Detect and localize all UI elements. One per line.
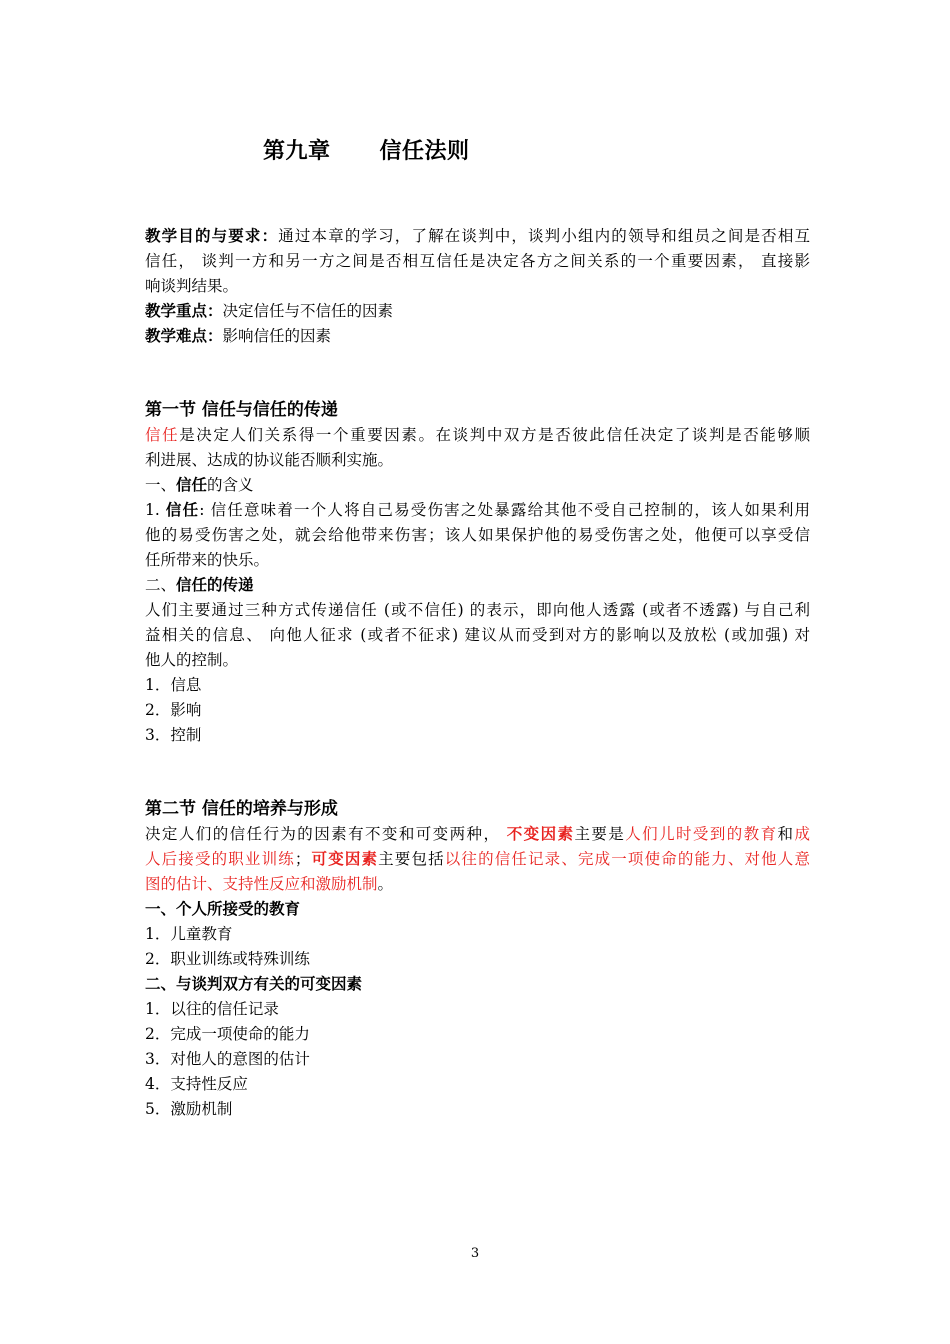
objectives-line-3: 响谈判结果。 — [145, 277, 239, 295]
section-1-paragraph-line-1: 信任是决定人们关系得一个重要因素。在谈判中双方是否彼此信任决定了谈判是否能够顺 — [145, 426, 810, 444]
section-2-paragraph-line-3: 图的估计、支持性反应和激励机制。 — [145, 875, 394, 893]
objectives-label: 教学目的与要求： — [145, 227, 279, 245]
list-item: 2．影响 — [145, 701, 202, 719]
page-content — [145, 224, 810, 1122]
fixed-factors-keyword: 不变因素 — [506, 825, 575, 843]
section-2-paragraph-line-2: 人后接受的职业训练；可变因素主要包括以往的信任记录、完成一项使命的能力、对他人意 — [145, 850, 810, 868]
teaching-difficulty — [145, 324, 810, 349]
subheading-trust-transfer: 二、信任的传递 — [145, 576, 254, 594]
difficulty-text: 影响信任的因素 — [222, 327, 332, 345]
focus-text: 决定信任与不信任的因素 — [222, 302, 394, 320]
subheading-personal-education: 一、个人所接受的教育 — [145, 900, 301, 918]
list-item: 4．支持性反应 — [145, 1075, 248, 1093]
trust-definition-line-3: 任所带来的快乐。 — [145, 551, 270, 569]
list-item: 3．控制 — [145, 726, 202, 744]
list-item: 2．完成一项使命的能力 — [145, 1025, 310, 1043]
trust-keyword: 信任 — [145, 426, 180, 444]
section-1-title: 第一节 信任与信任的传递 — [145, 400, 338, 420]
objectives-line-1: 教学目的与要求：通过本章的学习，了解在谈判中，谈判小组内的领导和组员之间是否相互 — [145, 227, 810, 245]
list-item: 3．对他人的意图的估计 — [145, 1050, 310, 1068]
list-item: 1．儿童教育 — [145, 925, 233, 943]
subheading-trust-meaning: 一、信任的含义 — [145, 476, 254, 494]
difficulty-label: 教学难点： — [145, 327, 223, 345]
focus-label: 教学重点： — [145, 302, 223, 320]
trust-transfer-line-3: 他人的控制。 — [145, 651, 239, 669]
trust-transfer-line-1: 人们主要通过三种方式传递信任 (或不信任) 的表示，即向他人透露 (或者不透露) 与自己利 — [145, 601, 810, 619]
section-2-title: 第二节 信任的培养与形成 — [145, 799, 338, 819]
trust-definition-line-2: 他的易受伤害之处，就会给他带来伤害；该人如果保护他的易受伤害之处，他便可以享受信 — [145, 526, 810, 544]
list-item: 1．信息 — [145, 676, 202, 694]
list-item: 1．以往的信任记录 — [145, 1000, 279, 1018]
variable-factors-keyword: 可变因素 — [310, 850, 379, 868]
objectives-line-2: 信任， 谈判一方和另一方之间是否相互信任是决定各方之间关系的一个重要因素， 直接影 — [145, 252, 810, 270]
teaching-focus — [145, 299, 810, 324]
trust-transfer-line-2: 益相关的信息、 向他人征求 (或者不征求) 建议从而受到对方的影响以及放松 (或加强) 对 — [145, 626, 810, 644]
section-1-paragraph-line-2: 利进展、达成的协议能否顺利实施。 — [145, 451, 394, 469]
section-2-paragraph-line-1: 决定人们的信任行为的因素有不变和可变两种， 不变因素主要是人们儿时受到的教育和成 — [145, 825, 810, 843]
trust-definition-line-1: 1. 信任: 信任意味着一个人将自己易受伤害之处暴露给其他不受自己控制的，该人如果利用 — [145, 501, 810, 519]
chapter-title: 第九章 信任法则 — [263, 139, 470, 164]
subheading-variable-factors: 二、与谈判双方有关的可变因素 — [145, 975, 363, 993]
list-item: 2．职业训练或特殊训练 — [145, 950, 310, 968]
list-item: 5．激励机制 — [145, 1100, 233, 1118]
page-number: 3 — [470, 1246, 480, 1261]
